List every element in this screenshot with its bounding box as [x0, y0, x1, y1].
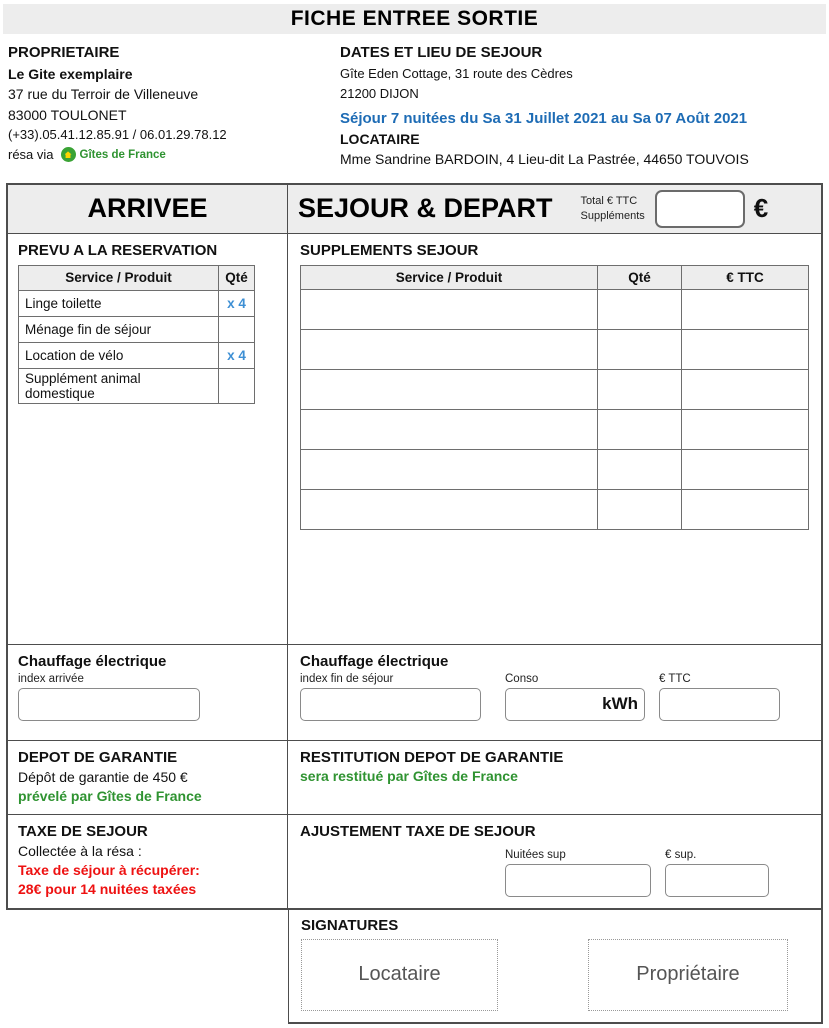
gites-de-france-logo-icon [61, 147, 76, 162]
heating-arrival-index-input[interactable] [18, 688, 200, 721]
supplement-cell [682, 329, 809, 369]
supplements-col-ttc: € TTC [682, 265, 809, 289]
arrival-title: ARRIVEE [87, 193, 208, 224]
tax-recover-line2: 28€ pour 14 nuitées taxées [18, 880, 197, 897]
supplement-cell [682, 369, 809, 409]
service-qty [219, 368, 255, 403]
supplement-cell [301, 449, 598, 489]
table-row [301, 409, 809, 449]
resa-via-line [8, 147, 340, 162]
deposit-row [8, 741, 821, 815]
tax-eur-label: € sup. [665, 848, 697, 861]
supplement-cell [682, 409, 809, 449]
owner-signature-label: Propriétaire [636, 963, 740, 986]
arrival-header-cell [8, 185, 288, 233]
tax-recover-line1: Taxe de séjour à récupérer: [18, 861, 200, 878]
supplement-cell [598, 369, 682, 409]
supplement-cell [301, 489, 598, 529]
euro-symbol: € [753, 193, 769, 224]
heating-ttc-group [659, 670, 780, 721]
deposit-return-cell [288, 741, 821, 814]
stay-block [340, 44, 821, 170]
service-qty: x 4 [219, 342, 255, 368]
reservation-heading: PREVU A LA RESERVATION [18, 241, 218, 259]
supplement-cell [598, 489, 682, 529]
supplements-col-service: Service / Produit [301, 265, 598, 289]
total-label-line1: Total € TTC [580, 195, 638, 208]
stay-address-1: Gîte Eden Cottage, 31 route des Cèdres [340, 66, 573, 81]
heating-end-index-label: index fin de séjour [300, 672, 394, 685]
table-row [301, 329, 809, 369]
tax-row [8, 815, 821, 910]
service-name: Supplément animal domestique [19, 368, 219, 403]
supplement-cell [598, 289, 682, 329]
stay-heading: DATES ET LIEU DE SEJOUR [340, 44, 543, 61]
tenant-signature-label: Locataire [358, 963, 441, 986]
heating-row [8, 645, 821, 741]
service-qty: x 4 [219, 290, 255, 316]
service-name: Linge toilette [19, 290, 219, 316]
deposit-return-note: sera restitué par Gîtes de France [300, 767, 518, 784]
heating-conso-group [505, 670, 645, 721]
signatures-heading: SIGNATURES [301, 916, 399, 934]
main-form-table [6, 183, 823, 910]
table-row [301, 489, 809, 529]
heating-arrival-index-label: index arrivée [18, 672, 84, 685]
total-supplements-label [581, 194, 645, 223]
heating-conso-input[interactable] [505, 688, 645, 721]
reservation-col-service: Service / Produit [19, 265, 219, 290]
tax-collected-note: Collectée à la résa : [18, 842, 142, 859]
owner-phones: (+33).05.41.12.85.91 / 06.01.29.78.12 [8, 126, 227, 142]
service-name: Location de vélo [19, 342, 219, 368]
supplement-cell [301, 409, 598, 449]
supplement-cell [682, 449, 809, 489]
heating-departure-cell [288, 645, 821, 740]
supplement-cell [682, 289, 809, 329]
owner-block [8, 44, 340, 170]
tenant-heading: LOCATAIRE [340, 131, 420, 147]
tenant-name-address: Mme Sandrine BARDOIN, 4 Lieu-dit La Pastrée, 44650 TOUVOIS [340, 151, 749, 168]
tax-eur-input[interactable] [665, 864, 769, 897]
reservation-col-qty: Qté [219, 265, 255, 290]
supplement-cell [301, 329, 598, 369]
deposit-cell [8, 741, 288, 814]
supplements-table [300, 265, 809, 530]
deposit-amount: Dépôt de garantie de 450 € [18, 768, 188, 785]
top-info [0, 34, 829, 176]
tax-eur-group [665, 846, 769, 897]
signatures-section [288, 910, 823, 1024]
supplements-col-qty: Qté [598, 265, 682, 289]
page-title: FICHE ENTREE SORTIE [290, 7, 539, 30]
kwh-unit: kWh [602, 694, 638, 714]
heating-end-index-input[interactable] [300, 688, 481, 721]
service-name: Ménage fin de séjour [19, 316, 219, 342]
owner-address-1: 37 rue du Terroir de Villeneuve [8, 86, 199, 103]
stay-address-2: 21200 DIJON [340, 85, 419, 101]
reservation-header-row [19, 265, 255, 290]
supplement-cell [598, 449, 682, 489]
heating-departure-heading: Chauffage électrique [300, 652, 449, 670]
supplement-cell [598, 409, 682, 449]
heating-arrival-heading: Chauffage électrique [18, 652, 167, 670]
table-row [301, 289, 809, 329]
tax-heading: TAXE DE SEJOUR [18, 822, 148, 840]
table-row [19, 368, 255, 403]
deposit-heading: DEPOT DE GARANTIE [18, 748, 178, 766]
supplement-cell [301, 369, 598, 409]
supplement-cell [301, 289, 598, 329]
departure-header-cell [288, 185, 821, 233]
services-row [8, 234, 821, 645]
table-row [19, 290, 255, 316]
total-label-line2: Suppléments [580, 209, 645, 222]
tax-cell [8, 815, 288, 908]
heating-ttc-label: € TTC [659, 672, 691, 685]
departure-title: SEJOUR & DEPART [298, 193, 553, 224]
reservation-table [18, 265, 255, 404]
resa-via-label: résa via [8, 147, 54, 163]
title-bar [3, 4, 826, 34]
table-row [19, 316, 255, 342]
heating-conso-label: Conso [505, 672, 539, 685]
tax-nights-group [505, 846, 651, 897]
supplement-cell [598, 329, 682, 369]
supplements-header-row [301, 265, 809, 289]
owner-address-2: 83000 TOULONET [8, 106, 127, 123]
deposit-note: prévelé par Gîtes de France [18, 787, 202, 804]
table-row [19, 342, 255, 368]
owner-name: Le Gite exemplaire [8, 66, 133, 82]
tax-nights-label: Nuitées sup [505, 848, 566, 861]
heating-arrival-cell [8, 645, 288, 740]
reservation-cell [8, 234, 288, 644]
tax-adjust-heading: AJUSTEMENT TAXE DE SEJOUR [300, 822, 536, 840]
supplement-cell [682, 489, 809, 529]
supplements-cell [288, 234, 821, 644]
stay-period: Séjour 7 nuitées du Sa 31 Juillet 2021 au Sa 07 Août 2021 [340, 110, 748, 127]
gites-de-france-brand: Gîtes de France [79, 148, 166, 161]
heating-ttc-input[interactable] [659, 688, 780, 721]
tax-adjust-cell [288, 815, 821, 908]
deposit-return-heading: RESTITUTION DEPOT DE GARANTIE [300, 748, 564, 766]
section-header-row [8, 185, 821, 234]
table-row [301, 449, 809, 489]
tenant-signature-zone[interactable] [301, 939, 498, 1011]
service-qty [219, 316, 255, 342]
heating-end-index-group [300, 670, 481, 721]
owner-heading: PROPRIETAIRE [8, 44, 120, 61]
tax-nights-input[interactable] [505, 864, 651, 897]
table-row [301, 369, 809, 409]
supplements-heading: SUPPLEMENTS SEJOUR [300, 241, 479, 259]
owner-signature-zone[interactable] [588, 939, 788, 1011]
total-supplements-input[interactable] [655, 190, 745, 228]
